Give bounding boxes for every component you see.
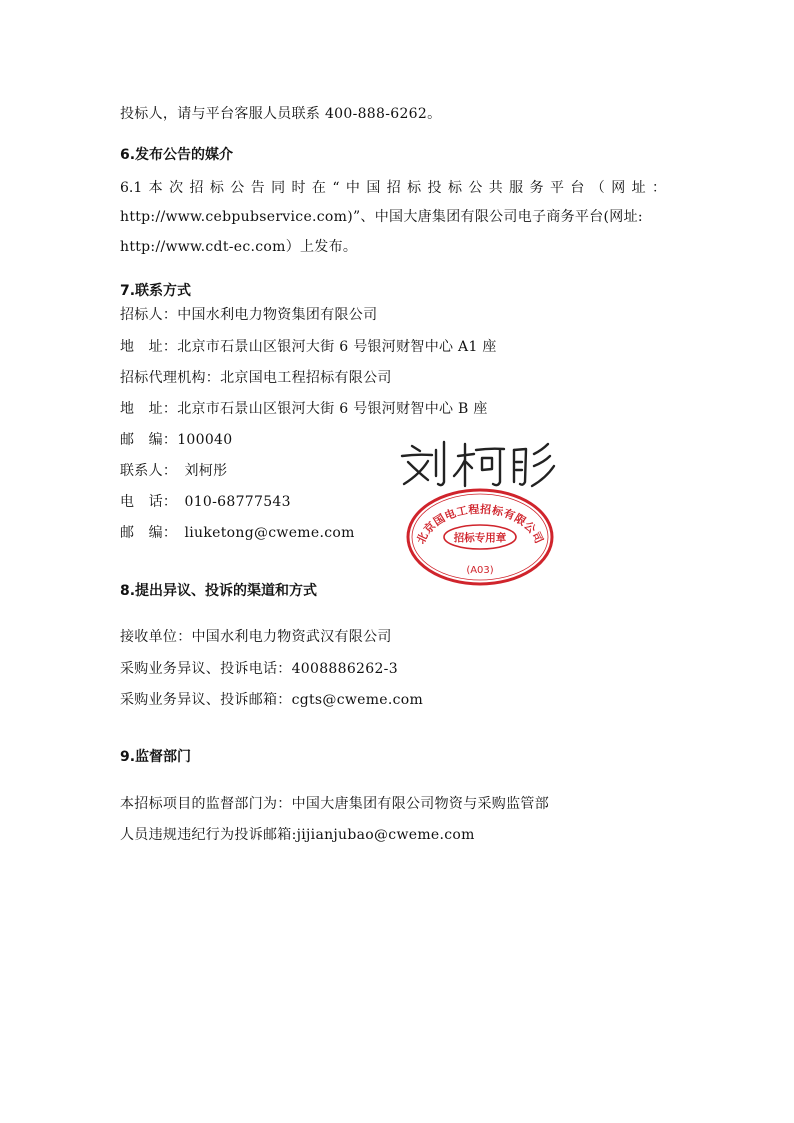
paragraph-glyph: 次 xyxy=(169,180,184,196)
paragraph-glyph: 同 xyxy=(271,180,286,196)
official-stamp xyxy=(405,487,555,587)
paragraph-glyph: 投 xyxy=(427,180,442,196)
complaint-line: 采购业务异议、投诉邮箱：cgts@cweme.com xyxy=(120,692,424,708)
paragraph-glyph: 标 xyxy=(407,180,422,196)
section-6-paragraph-line-3: http://www.cdt-ec.com）上发布。 xyxy=(120,239,358,255)
section-6-paragraph-line-2: http://www.cebpubservice.com)”、中国大唐集团有限公司电子商务平台(网址: xyxy=(120,209,643,225)
contact-line: 招标代理机构：北京国电工程招标有限公司 xyxy=(120,370,392,386)
stamp-center-text: 招标专用章 xyxy=(453,532,507,544)
contact-line: 招标人：中国水利电力物资集团有限公司 xyxy=(120,307,378,323)
complaint-line: 接收单位：中国水利电力物资武汉有限公司 xyxy=(120,629,392,645)
contact-line: 电 话： 010-68777543 xyxy=(120,494,291,510)
paragraph-glyph: 时 xyxy=(291,180,306,196)
paragraph-glyph: “ xyxy=(332,180,340,196)
paragraph-glyph: 公 xyxy=(468,180,483,196)
paragraph-glyph: 6.1 xyxy=(120,180,143,196)
contact-line: 地 址：北京市石景山区银河大街 6 号银河财智中心 A1 座 xyxy=(120,339,497,355)
supervision-line: 人员违规违纪行为投诉邮箱:jijianjubao@cweme.com xyxy=(120,827,475,843)
text-line: 投标人，请与平台客服人员联系 400-888-6262。 xyxy=(120,106,442,122)
paragraph-glyph: 标 xyxy=(447,180,462,196)
contact-line: 地 址：北京市石景山区银河大街 6 号银河财智中心 B 座 xyxy=(120,401,488,417)
supervision-line: 本招标项目的监督部门为：中国大唐集团有限公司物资与采购监管部 xyxy=(120,796,549,812)
paragraph-glyph: 平 xyxy=(549,180,564,196)
paragraph-glyph: 台 xyxy=(570,180,585,196)
svg-text:北京国电工程招标有限公司: 北京国电工程招标有限公司 xyxy=(414,502,546,546)
paragraph-glyph: ： xyxy=(652,180,666,196)
contact-line: 邮 编： liuketong@cweme.com xyxy=(120,525,355,541)
paragraph-glyph: 址 xyxy=(631,180,646,196)
handwritten-signature xyxy=(398,434,558,494)
contact-line: 邮 编：100040 xyxy=(120,432,233,448)
paragraph-glyph: 国 xyxy=(366,180,381,196)
paragraph-glyph: 告 xyxy=(250,180,265,196)
section-7-heading: 7.联系方式 xyxy=(120,283,192,299)
paragraph-glyph: 共 xyxy=(488,180,503,196)
paragraph-glyph: 招 xyxy=(386,180,401,196)
paragraph-glyph: 在 xyxy=(311,180,326,196)
stamp-code-text: (A03) xyxy=(466,565,494,576)
paragraph-glyph: 招 xyxy=(189,180,204,196)
contact-line: 联系人： 刘柯彤 xyxy=(120,463,228,479)
paragraph-glyph: 务 xyxy=(529,180,544,196)
section-8-heading: 8.提出异议、投诉的渠道和方式 xyxy=(120,583,318,599)
paragraph-glyph: （ xyxy=(590,180,605,196)
section-6-paragraph-line-1 xyxy=(120,178,666,198)
paragraph-glyph: 服 xyxy=(509,180,524,196)
paragraph-glyph: 中 xyxy=(345,180,360,196)
paragraph-glyph: 公 xyxy=(230,180,245,196)
section-6-heading: 6.发布公告的媒介 xyxy=(120,147,234,163)
paragraph-glyph: 网 xyxy=(611,180,626,196)
paragraph-glyph: 本 xyxy=(148,180,163,196)
complaint-line: 采购业务异议、投诉电话：4008886262-3 xyxy=(120,661,398,677)
section-9-heading: 9.监督部门 xyxy=(120,749,192,765)
paragraph-glyph: 标 xyxy=(209,180,224,196)
